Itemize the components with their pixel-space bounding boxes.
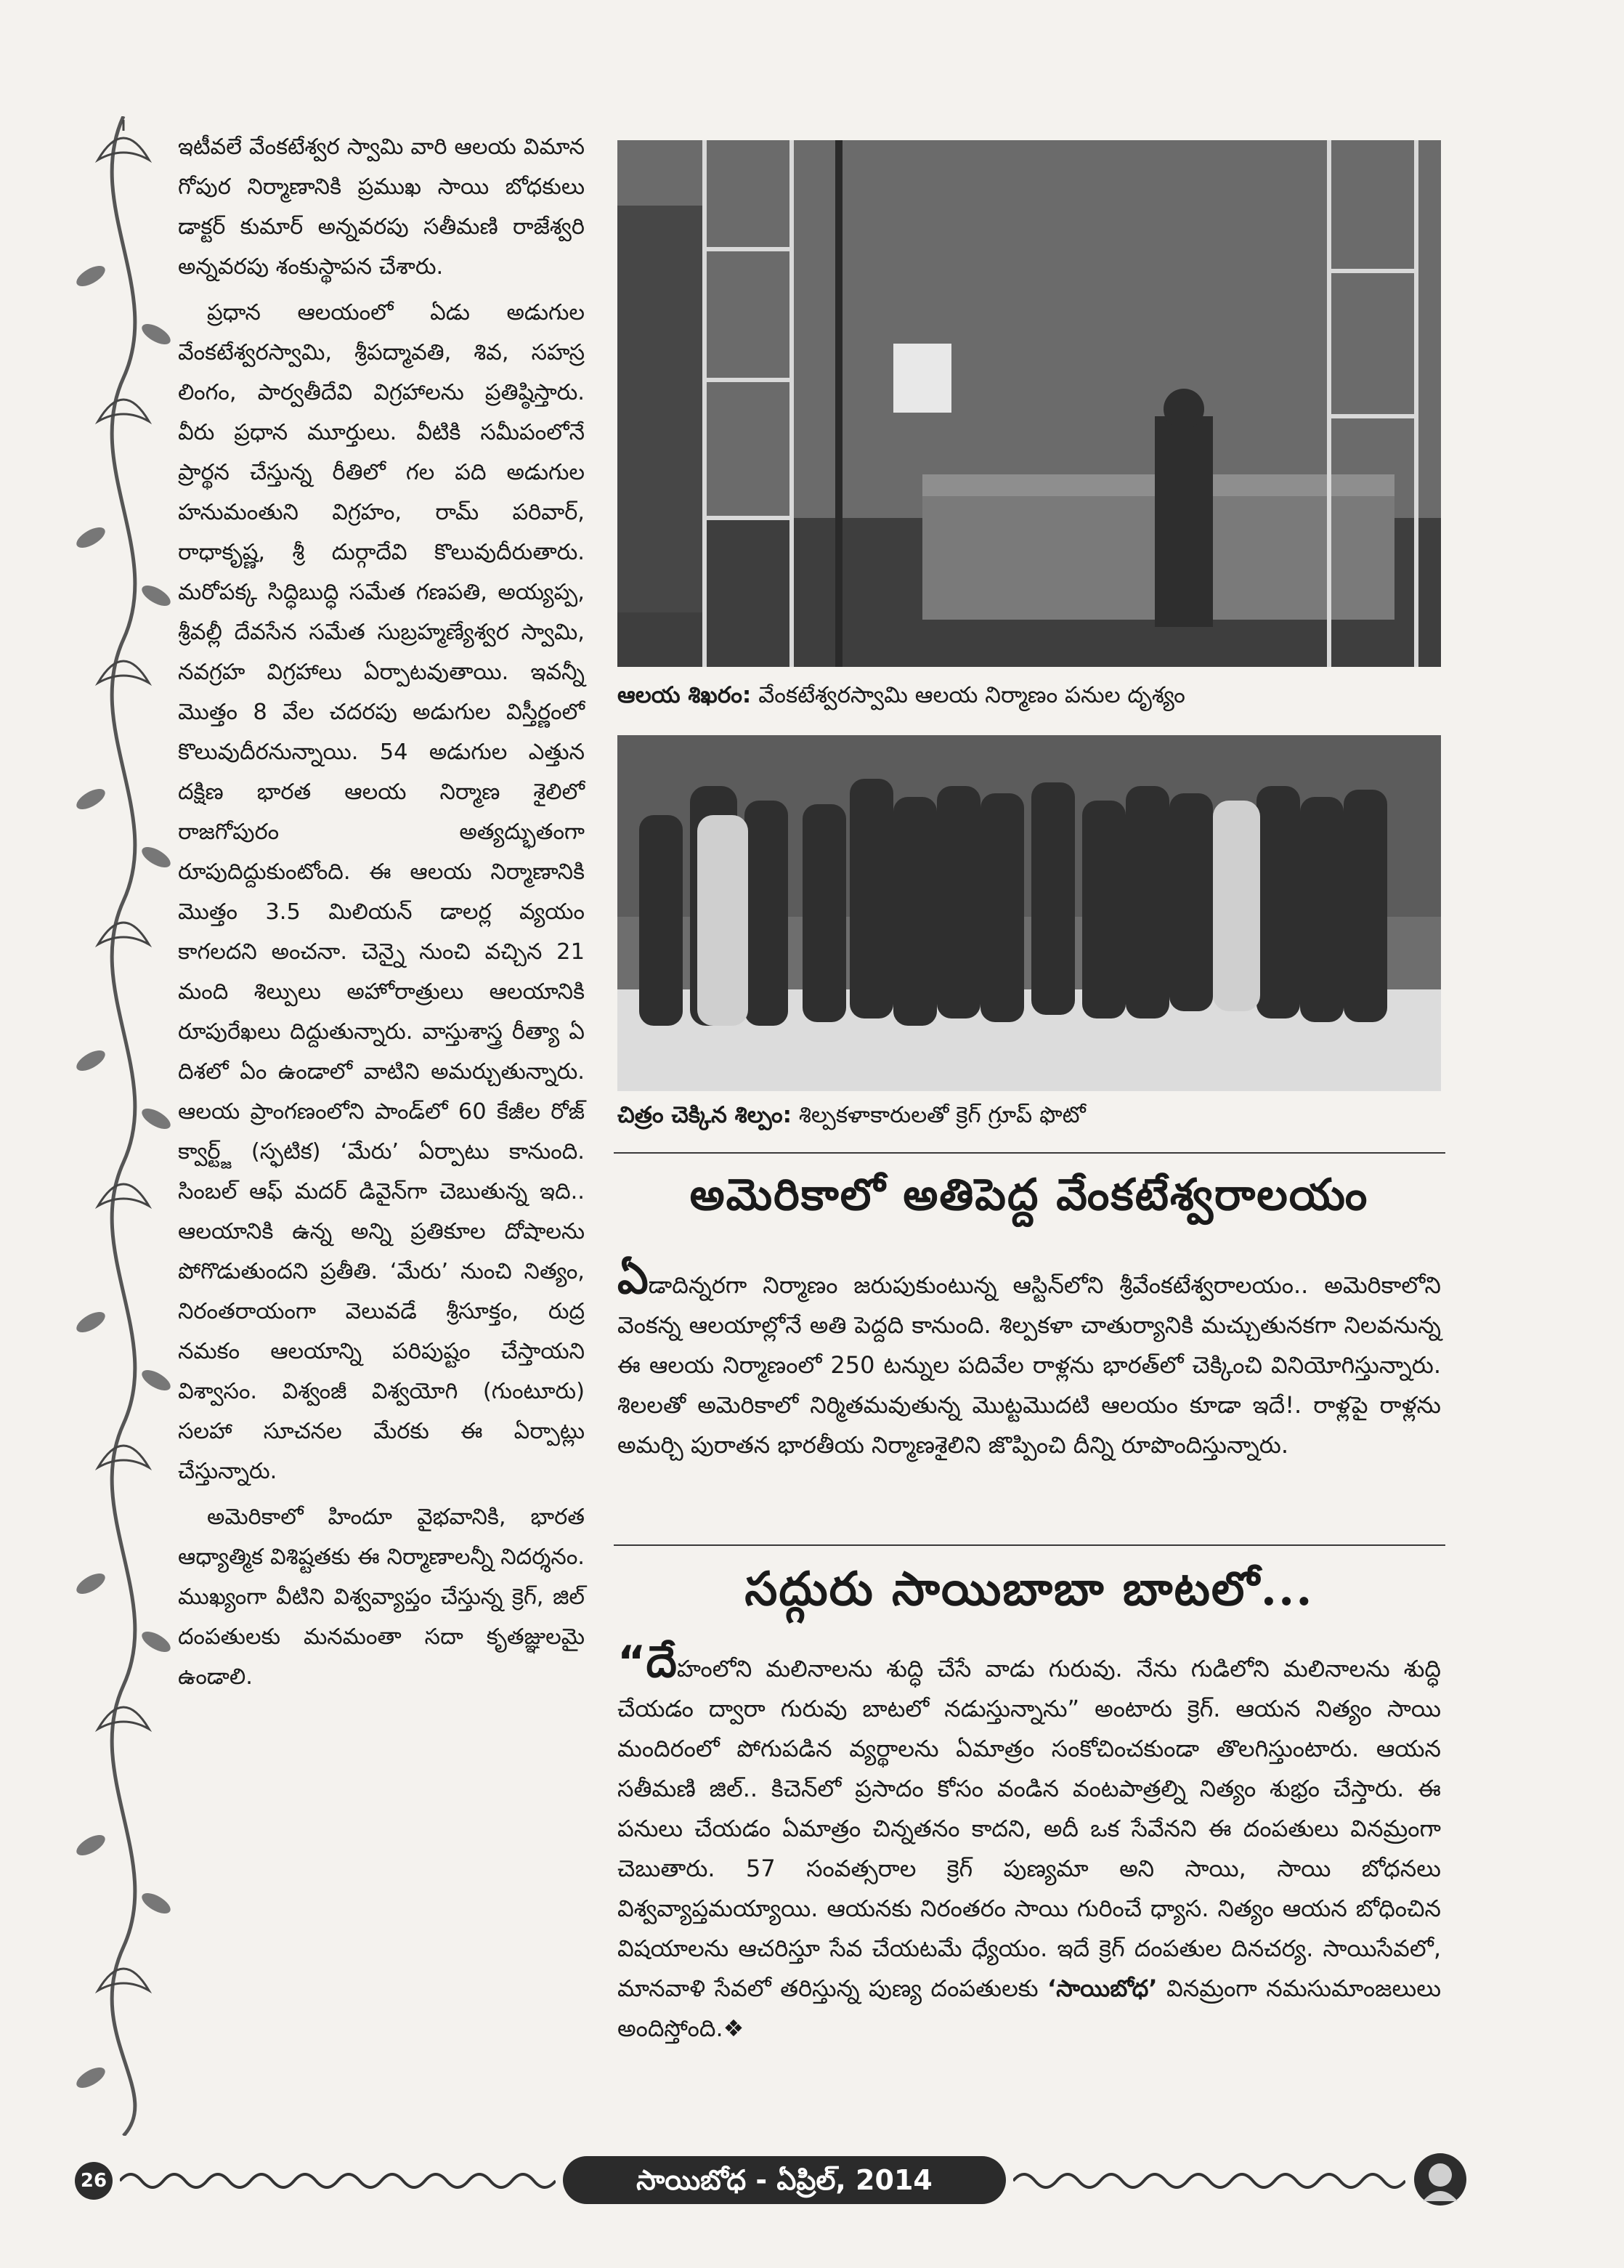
magazine-name: ‘సాయిబోధ’ [1047, 1975, 1158, 2002]
article-2-headline: సద్గురు సాయిబాబా బాటలో... [744, 1562, 1314, 1616]
page-footer [69, 2156, 1471, 2207]
section-divider-1 [614, 1152, 1445, 1154]
caption-2-text: శిల్పకళాకారులతో క్రెగ్ గ్రూప్ ఫొటో [798, 1102, 1086, 1128]
article-2-text: హంలోని మలినాలను శుద్ధి చేసే వాడు గురువు. నేను గుడిలోని మలినాలను శుద్ధి చేయడం ద్వారా గురువు బాటలో నడుస్తున్నాను” అంటారు క్రెగ్. ఆయన నిత్యం సాయి మందిరంలో పోగుపడిన వ్యర్థాలను ఏమాత్రం సంకోచించకుండా తొలగిస్తుంటారు. ఆయన సతీమణి జిల్.. కిచెన్‌లో ప్రసాదం కోసం వండిన వంటపాత్రల్ని నిత్యం శుభ్రం చేస్తారు. ఈ పనులు చేయడం ఏమాత్రం చిన్నతనం కాదని, అదీ ఒక సేవేనని ఈ దంపతులు వినమ్రంగా చెబుతారు. 57 సంవత్సరాల క్రెగ్ పుణ్యమా అని సాయి, సాయి బోధనలు విశ్వవ్యాప్తమయ్యాయి. ఆయనకు నిరంతరం సాయి గురించే ధ్యాస. నిత్యం ఆయన బోధించిన విషయాలను ఆచరిస్తూ సేవ చేయటమే ధ్యేయం. ఇదే క్రెగ్ దంపతుల దినచర్య. సాయిసేవలో, మానవాళి సేవలో తరిస్తున్న పుణ్య దంపతులకు [617, 1655, 1441, 2002]
caption-1-text: వేంకటేశ్వరస్వామి ఆలయ నిర్మాణం పనుల దృశ్యం [758, 682, 1185, 708]
caption-1-label: ఆలయ శిఖరం: [617, 682, 752, 708]
article-1-headline: అమెరికాలో అతిపెద్ద వేంకటేశ్వరాలయం [689, 1170, 1369, 1220]
article-2-open-quote: “ [617, 1637, 646, 1688]
article-1-dropcap: ఏ [617, 1253, 649, 1304]
photo-caption-1 [617, 679, 1441, 711]
sai-baba-logo-icon [1413, 2152, 1468, 2207]
left-paragraph-1: ఇటీవలే వేంకటేశ్వర స్వామి వారి ఆలయ విమాన గోపుర నిర్మాణానికి ప్రముఖ సాయి బోధకులు డాక్టర్ కుమార్ అన్నవరపు సతీమణి రాజేశ్వరి అన్నవరపు శంకుస్థాపన చేశారు. [178, 134, 585, 280]
wave-ornament-left [120, 2166, 556, 2195]
page-number: 26 [75, 2162, 113, 2200]
left-column-text [178, 127, 585, 1703]
photo-caption-2 [617, 1099, 1441, 1131]
wave-ornament-right [1013, 2166, 1405, 2195]
left-paragraph-2: ప్రధాన ఆలయంలో ఏడు అడుగుల వేంకటేశ్వరస్వామి, శ్రీపద్మావతి, శివ, సహస్ర లింగం, పార్వతీదేవి విగ్రహాలను ప్రతిష్ఠిస్తారు. వీరు ప్రధాన మూర్తులు. వీటికి సమీపంలోనే ప్రార్థన చేస్తున్న రీతిలో గల పది అడుగుల హనుమంతుని విగ్రహం, రామ్ పరివార్, రాధాకృష్ణ, శ్రీ దుర్గాదేవి కొలువుదీరుతారు. మరోపక్క సిద్ధిబుద్ధి సమేత గణపతి, అయ్యప్ప, శ్రీవల్లీ దేవసేన సమేత సుబ్రహ్మణ్యేశ్వర స్వామి, నవగ్రహ విగ్రహాలు ఏర్పాటవుతాయి. ఇవన్నీ మొత్తం 8 వేల చదరపు అడుగుల విస్తీర్ణంలో కొలువుదీరనున్నాయి. 54 అడుగుల ఎత్తున దక్షిణ భారత ఆలయ నిర్మాణ శైలిలో రాజగోపురం అత్యద్భుతంగా రూపుదిద్దుకుంటోంది. ఈ ఆలయ నిర్మాణానికి మొత్తం 3.5 మిలియన్ డాలర్ల వ్యయం కాగలదని అంచనా. చెన్నై నుంచి వచ్చిన 21 మంది శిల్పులు అహోరాత్రులు ఆలయానికి రూపురేఖలు దిద్దుతున్నారు. వాస్తుశాస్త్ర రీత్యా ఏ దిశలో ఏం ఉండాలో వాటిని అమర్చుతున్నారు. ఆలయ ప్రాంగణంలోని పాండ్‌లో 60 కేజీల రోజ్ క్వార్ట్జ్ (స్ఫటిక) ‘మేరు’ ఏర్పాటు కానుంది. సింబల్ ఆఫ్ మదర్ డివైన్‌గా చెబుతున్న ఇది.. ఆలయానికి ఉన్న అన్ని ప్రతికూల దోషాలను పోగొడుతుందని ప్రతీతి. ‘మేరు’ నుంచి నిత్యం, నిరంతరాయంగా వెలువడే శ్రీసూక్తం, రుద్ర నమకం ఆలయాన్ని పరిపుష్టం చేస్తాయని విశ్వాసం. విశ్వంజీ విశ్వయోగి (గుంటూరు) సలహా సూచనల మేరకు ఈ ఏర్పాట్లు చేస్తున్నారు. [178, 300, 585, 1484]
footer-magazine-title: సాయిబోధ - ఏప్రిల్, 2014 [563, 2156, 1006, 2204]
left-paragraph-3: అమెరికాలో హిందూ వైభవానికి, భారత ఆధ్యాత్మిక విశిష్టతకు ఈ నిర్మాణాలన్నీ నిదర్శనం. ముఖ్యంగా వీటిని విశ్వవ్యాప్తం చేస్తున్న క్రెగ్, జిల్ దంపతులకు మనమంతా సదా కృతజ్ఞులమై ఉండాలి. [178, 1504, 585, 1690]
temple-construction-photo [617, 140, 1441, 667]
caption-2-label: చిత్రం చెక్కిన శిల్పం: [617, 1102, 792, 1128]
end-mark-icon: ❖ [723, 2014, 744, 2042]
group-photo [617, 735, 1441, 1091]
article-1-body [617, 1253, 1441, 1465]
article-1-text: డాదిన్నరగా నిర్మాణం జరుపుకుంటున్న ఆస్టిన్‌లోని శ్రీవేంకటేశ్వరాలయం.. అమెరికాలోని వెంకన్న ఆలయాల్లోనే అతి పెద్దది కానుంది. శిల్పకళా చాతుర్యానికి మచ్చుతునకగా నిలవనున్న ఈ ఆలయ నిర్మాణంలో 250 టన్నుల పదివేల రాళ్లను భారత్‌లో చెక్కించి వినియోగిస్తున్నారు. శిలలతో అమెరికాలో నిర్మితమవుతున్న మొట్టమొదటి ఆలయం కూడా ఇదే!. రాళ్లపై రాళ్లను అమర్చి పురాతన భారతీయ నిర్మాణశైలిని జొప్పించి దీన్ని రూపొందిస్తున్నారు. [617, 1271, 1441, 1459]
section-divider-2 [614, 1544, 1445, 1546]
floral-vine-border [69, 116, 178, 2136]
article-2-dropcap: దే [646, 1637, 677, 1688]
article-2-body [617, 1637, 1442, 2049]
article-2-text-end: వినమ్రంగా నమసుమాంజలులు అందిస్తోంది. [617, 1975, 1442, 2042]
